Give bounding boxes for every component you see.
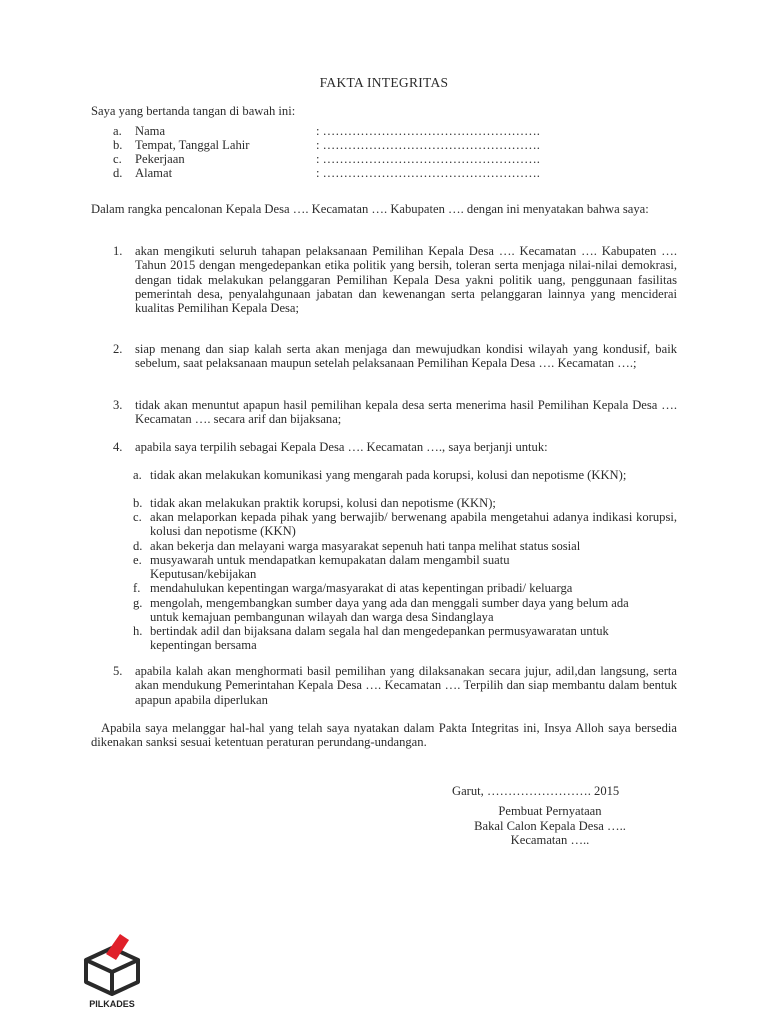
signature-place-date: Garut, ……………………. 2015 (452, 784, 620, 798)
identity-row-ttl (113, 138, 593, 152)
item-text: akan mengikuti seluruh tahapan pelaksanaan Pemilihan Kepala Desa …. Kecamatan …. Kabupaten …. Tahun 2015 dengan mengedepankan etika politik yang bersih, toleran serta menjaga nilai-nilai demokrasi, dengan tidak melakukan pelanggaran Pemilihan Kepala Desa yakni politik uang, penggunaan fasilitas pemerintah desa, penyalahgunaan jabatan dan kewenangan serta pelanggaran lainnya yang mencideraі kualitas Pemilihan Kepala Desa; (135, 244, 677, 316)
identity-letter: d. (113, 166, 123, 180)
item-text: apabila kalah akan menghormati basil pemilihan yang dilaksanakan secara jujur, adil,dan langsung, serta akan mendukung Pemerintahan Kepala Desa …. Kecamatan …. Terpilih dan siap membantu dalam bentuk apapun apabila diperlukan (135, 664, 677, 707)
identity-letter: a. (113, 124, 122, 138)
intro-text: Saya yang bertanda tangan di bawah ini: (91, 104, 296, 118)
item-number: 2. (113, 342, 123, 356)
item-text: tidak akan menuntut apapun hasil pemilihan kepala desa serta menerima hasil Pemilihan Kepala Desa …. Kecamatan …. secara arif dan bijaksana; (135, 398, 677, 427)
statement-paragraph: Dalam rangka pencalonan Kepala Desa …. Kecamatan …. Kabupaten …. dengan ini menyatakan bahwa saya: (91, 202, 649, 216)
sub-item-text: tidak akan melakukan komunikasi yang mengarah pada korupsi, kolusi dan nepotisme (KKN); (150, 468, 627, 482)
identity-row-nama (113, 124, 593, 138)
closing-paragraph: Apabila saya melanggar hal-hal yang telah saya nyatakan dalam Pakta Integritas ini, Insya Alloh saya bersedia dikenakan sanksi sesuai ketentuan peraturan perundang-undangan. (91, 721, 677, 750)
item-number: 3. (113, 398, 123, 412)
sub-item-letter: d. (133, 539, 143, 553)
sub-item-text: tidak akan melakukan praktik korupsi, kolusi dan nepotisme (KKN); (150, 496, 496, 510)
sub-item-text: mendahulukan kepentingan warga/masyarakat di atas kepentingan pribadi/ keluarga (150, 581, 573, 595)
sub-item-text: bertindak adil dan bijaksana dalam segala hal dan mengedepankan permusyawaratan untuk kepentingan bersama (150, 624, 609, 653)
sub-item-letter: a. (133, 468, 142, 482)
sub-item-letter: f. (133, 581, 141, 595)
document-title: FAKTA INTEGRITAS (319, 75, 449, 90)
item-text: apabila saya terpilih sebagai Kepala Desa …. Kecamatan …., saya berjanji untuk: (135, 440, 548, 454)
sub-item-letter: b. (133, 496, 143, 510)
sub-item-letter: g. (133, 596, 143, 610)
sub-item-text: mengolah, mengembangkan sumber daya yang ada dan menggali sumber daya yang belum ada untuk kemajuan pembangunan wilayah dan warga desa Sindanglaya (150, 596, 629, 625)
identity-row-alamat (113, 166, 593, 180)
sub-item-text: musyawarah untuk mendapatkan kemupakatan dalam mengambil suatu Keputusan/kebijakan (150, 553, 510, 582)
sub-item-text: akan bekerja dan melayani warga masyarakat sepenuh hati tanpa melihat status sosial (150, 539, 581, 553)
identity-label: Alamat (135, 166, 173, 180)
item-number: 5. (113, 664, 123, 678)
item-number: 1. (113, 244, 123, 258)
identity-letter: c. (113, 152, 122, 166)
sub-item-letter: e. (133, 553, 142, 567)
identity-blank: : ……………………………………………. (316, 166, 540, 180)
item-text: siap menang dan siap kalah serta akan menjaga dan mewujudkan kondisi wilayah yang kondusif, baik sebelum, saat pelaksanaan maupun setelah pelaksanaan Pemilihan Kepala Desa …. Kecamatan ….; (135, 342, 677, 371)
identity-label: Tempat, Tanggal Lahir (135, 138, 250, 152)
identity-label: Pekerjaan (135, 152, 185, 166)
identity-label: Nama (135, 124, 166, 138)
sub-item-letter: c. (133, 510, 142, 524)
identity-blank: : ……………………………………………. (316, 152, 540, 166)
signature-district: Kecamatan ….. (510, 833, 590, 847)
identity-blank: : ……………………………………………. (316, 124, 540, 138)
sub-item-text: akan melaporkan kepada pihak yang berwajib/ berwenang apabila mengetahui adanya indikasi korupsi, kolusi dan nepotisme (KKN) (150, 510, 677, 539)
signature-title: Pembuat Pernyataan (498, 804, 602, 818)
logo-text: PILKADES (89, 999, 135, 1009)
signature-candidate: Bakal Calon Kepala Desa ….. (474, 819, 626, 833)
identity-letter: b. (113, 138, 123, 152)
sub-item-letter: h. (133, 624, 143, 638)
item-number: 4. (113, 440, 123, 454)
identity-row-pekerjaan (113, 152, 593, 166)
ballot-box-icon (80, 932, 144, 998)
identity-blank: : ……………………………………………. (316, 138, 540, 152)
